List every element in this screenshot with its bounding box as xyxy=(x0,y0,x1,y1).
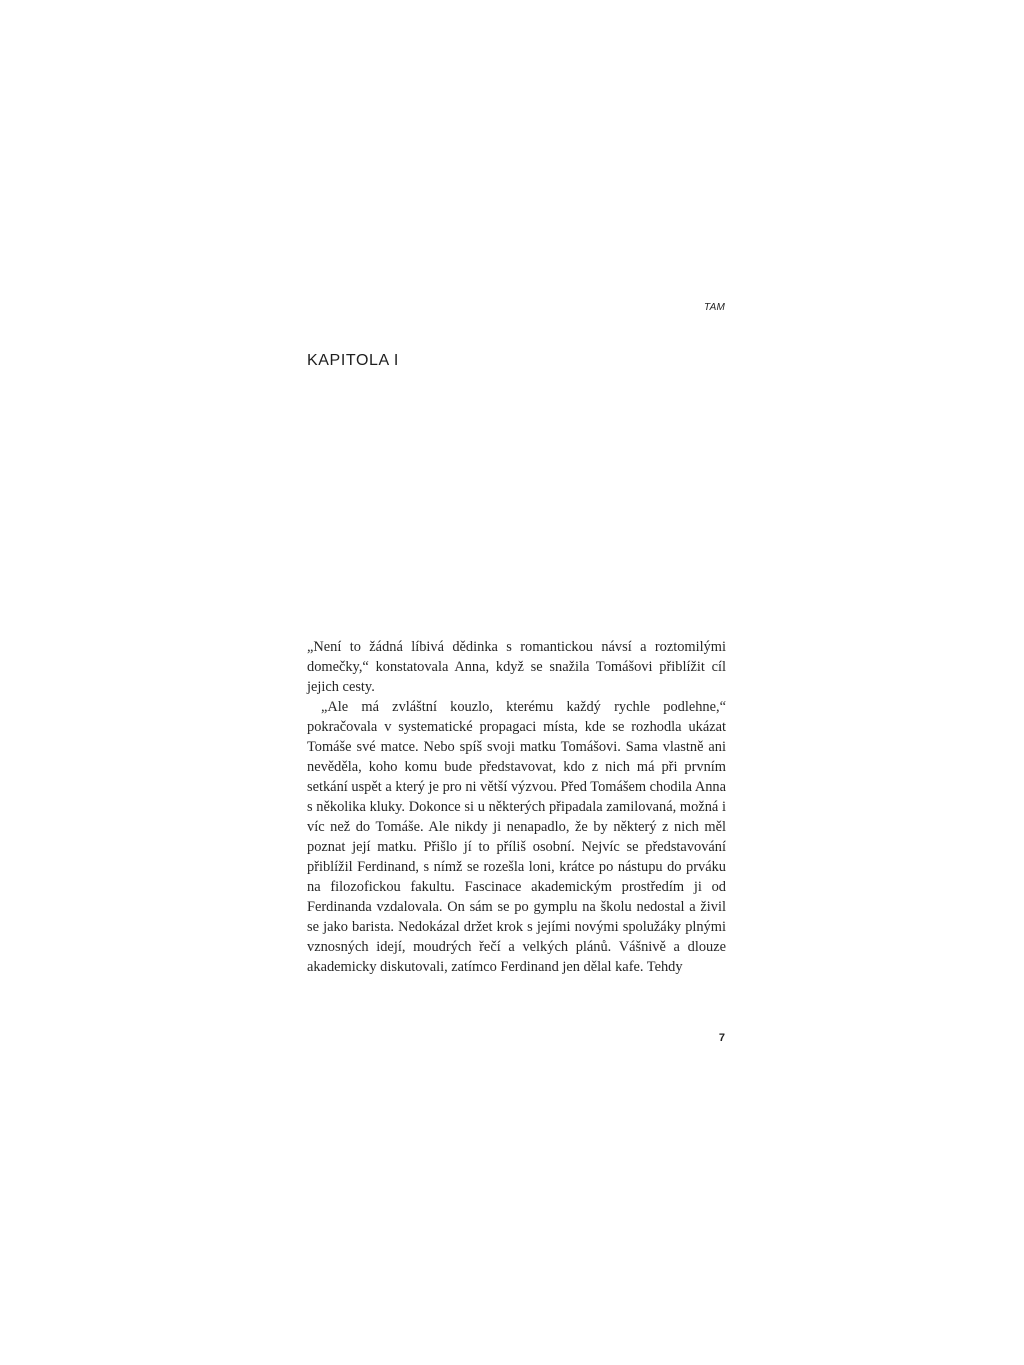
running-head: TAM xyxy=(704,302,725,313)
chapter-title: KAPITOLA I xyxy=(307,352,399,369)
paragraph: „Není to žádná líbivá dědinka s romantickou návsí a roztomilými domečky,“ konstatovala Anna, když se snažila Tomášovi přiblížit cíl jejich cesty. xyxy=(307,639,726,695)
page-number: 7 xyxy=(718,1032,725,1044)
body-text xyxy=(307,637,726,977)
paragraph: „Ale má zvláštní kouzlo, kterému každý rychle podlehne,“ pokračovala v systematické propagaci místa, kde se rozhodla ukázat Tomáše své matce. Nebo spíš svoji matku Tomášovi. Sama vlastně ani nevěděla, koho komu bude představovat, kdo z nich má při prvním setkání uspět a který je pro ni větší výzvou. Před Tomášem chodila Anna s několika kluky. Dokonce si u některých připadala zamilovaná, možná i víc než do Tomáše. Ale nikdy ji nenapadlo, že by některý z nich měl poznat její matku. Přišlo jí to příliš osobní. Nejvíc se představování přiblížil Ferdinand, s nímž se rozešla loni, krátce po nástupu do prváku na filozofickou fakultu. Fascinace akademickým prostředím ji od Ferdinanda vzdalovala. On sám se po gymplu na školu nedostal a živil se jako barista. Nedokázal držet krok s jejími novými spolužáky plnými vznosných idejí, moudrých řečí a velkých plánů. Vášnivě a dlouze akademicky diskutovali, zatímco Ferdinand jen dělal kafe. Tehdy xyxy=(307,699,726,975)
